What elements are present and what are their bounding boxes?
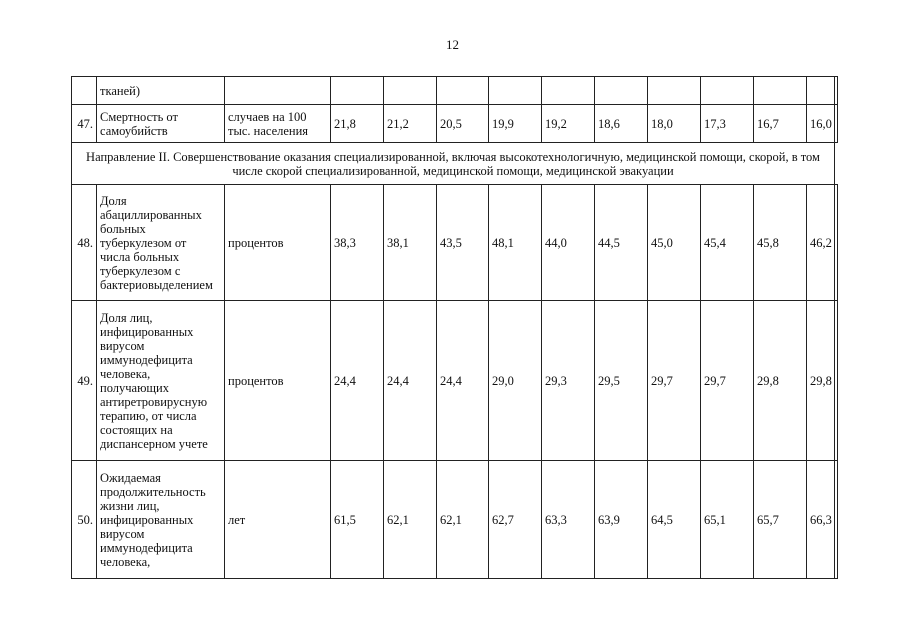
empty-cell (835, 105, 838, 143)
value-cell (542, 77, 595, 105)
value-cell: 63,3 (542, 461, 595, 579)
value-cell: 45,4 (701, 185, 754, 301)
value-cell (807, 77, 835, 105)
indicator-name (97, 105, 225, 143)
value-cell: 61,5 (331, 461, 384, 579)
value-cell (648, 77, 701, 105)
value-cell: 29,0 (489, 301, 542, 461)
indicator-name-text: Доля абациллированных больных туберкулезом от числа больных туберкулезом с бактериовыделением (100, 193, 213, 292)
indicator-name (97, 185, 225, 301)
value-cell: 16,7 (754, 105, 807, 143)
value-cell: 62,1 (384, 461, 437, 579)
value-cell: 19,2 (542, 105, 595, 143)
unit-text: случаев на 100 тыс. населения (228, 109, 309, 138)
value-cell: 43,5 (437, 185, 489, 301)
value-cell: 64,5 (648, 461, 701, 579)
unit (225, 461, 331, 579)
indicators-table (71, 76, 838, 579)
value-cell: 29,3 (542, 301, 595, 461)
indicator-name-text: тканей) (100, 83, 140, 98)
section-heading: Направление II. Совершенствование оказания специализированной, включая высокотехнологичную, медицинской помощи, скорой, в том числе скорой специализированной, медицинской помощи, медицинской эвакуации (72, 143, 835, 185)
indicator-name (97, 77, 225, 105)
empty-cell (835, 301, 838, 461)
table-row (72, 105, 838, 143)
unit (225, 301, 331, 461)
unit (225, 185, 331, 301)
indicator-name (97, 301, 225, 461)
value-cell: 46,2 (807, 185, 835, 301)
value-cell: 63,9 (595, 461, 648, 579)
value-cell: 29,8 (754, 301, 807, 461)
row-number: 49. (72, 301, 97, 461)
unit (225, 77, 331, 105)
value-cell: 44,0 (542, 185, 595, 301)
empty-cell (835, 77, 838, 105)
value-cell (384, 77, 437, 105)
row-number (72, 77, 97, 105)
value-cell: 44,5 (595, 185, 648, 301)
value-cell: 29,7 (648, 301, 701, 461)
value-cell: 29,8 (807, 301, 835, 461)
value-cell: 65,1 (701, 461, 754, 579)
value-cell: 62,1 (437, 461, 489, 579)
row-number: 50. (72, 461, 97, 579)
value-cell: 62,7 (489, 461, 542, 579)
empty-cell (835, 461, 838, 579)
value-cell: 19,9 (489, 105, 542, 143)
value-cell (489, 77, 542, 105)
indicator-name-text: Доля лиц, инфицированных вирусом иммунодефицита человека, получающих антиретровирусную терапию, от числа состоящих на диспансерном учете (100, 310, 208, 451)
value-cell: 24,4 (437, 301, 489, 461)
table-row (72, 301, 838, 461)
value-cell: 45,8 (754, 185, 807, 301)
value-cell: 16,0 (807, 105, 835, 143)
unit-text: лет (228, 512, 246, 527)
value-cell (595, 77, 648, 105)
table-row (72, 77, 838, 105)
value-cell: 20,5 (437, 105, 489, 143)
indicator-name (97, 461, 225, 579)
unit (225, 105, 331, 143)
unit-text: процентов (228, 235, 284, 250)
value-cell: 21,2 (384, 105, 437, 143)
value-cell (701, 77, 754, 105)
value-cell: 66,3 (807, 461, 835, 579)
table-row (72, 185, 838, 301)
row-number: 47. (72, 105, 97, 143)
value-cell: 45,0 (648, 185, 701, 301)
unit-text: процентов (228, 373, 284, 388)
value-cell: 24,4 (331, 301, 384, 461)
table-row (72, 143, 838, 185)
value-cell: 17,3 (701, 105, 754, 143)
table-row (72, 461, 838, 579)
value-cell: 29,5 (595, 301, 648, 461)
empty-cell (835, 185, 838, 301)
value-cell: 38,3 (331, 185, 384, 301)
value-cell (331, 77, 384, 105)
value-cell (437, 77, 489, 105)
value-cell: 29,7 (701, 301, 754, 461)
value-cell: 38,1 (384, 185, 437, 301)
value-cell (754, 77, 807, 105)
indicator-name-text: Смертность от самоубийств (100, 109, 178, 138)
row-number: 48. (72, 185, 97, 301)
value-cell: 24,4 (384, 301, 437, 461)
value-cell: 65,7 (754, 461, 807, 579)
page-number: 12 (446, 37, 459, 52)
indicator-name-text: Ожидаемая продолжительность жизни лиц, инфицированных вирусом иммунодефицита человека, (100, 470, 206, 569)
value-cell: 18,6 (595, 105, 648, 143)
value-cell: 48,1 (489, 185, 542, 301)
value-cell: 18,0 (648, 105, 701, 143)
value-cell: 21,8 (331, 105, 384, 143)
